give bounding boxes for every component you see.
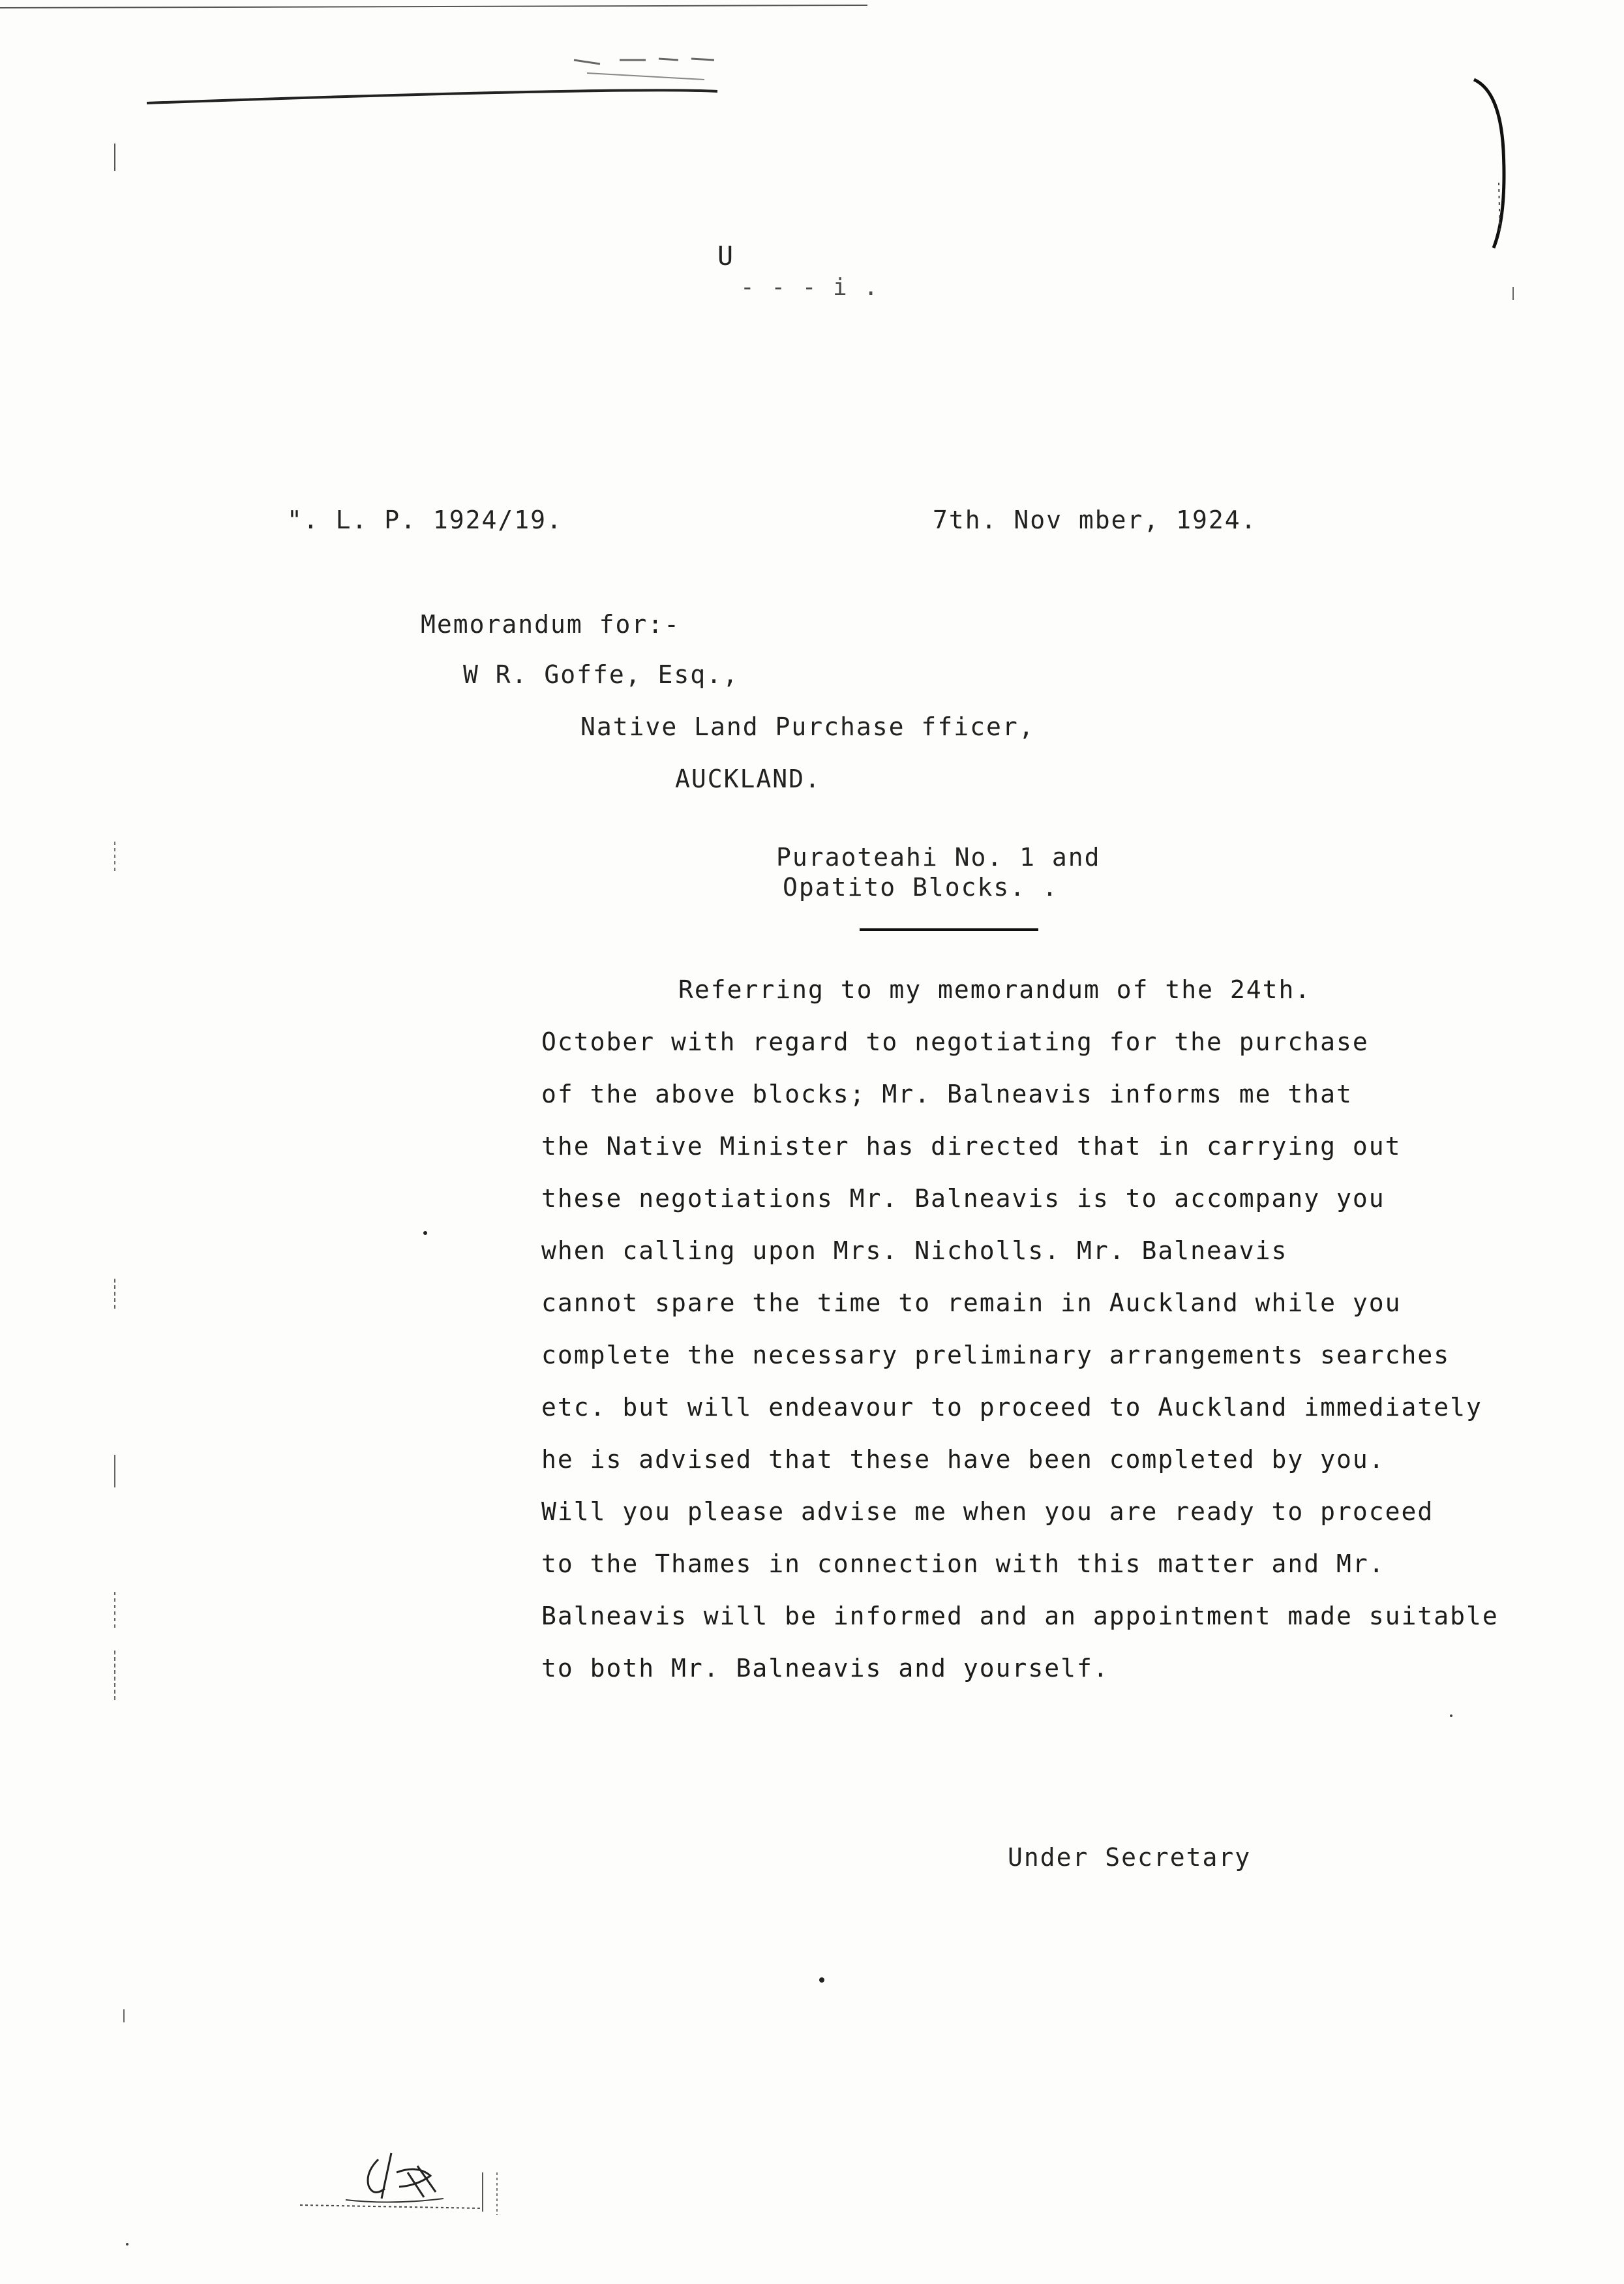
body-line: complete the necessary preliminary arrangements searches (541, 1341, 1451, 1369)
recipient-title: Native Land Purchase fficer, (580, 712, 1035, 741)
body-line: he is advised that these have been completed by you. (541, 1445, 1385, 1474)
memo-for-label: Memorandum for:- (421, 610, 681, 639)
body-line: of the above blocks; Mr. Balneavis informs me that (541, 1080, 1353, 1108)
header-top-mark: U (717, 241, 735, 271)
body-line: etc. but will endeavour to proceed to Auckland immediately (541, 1393, 1482, 1422)
file-reference: ". L. P. 1924/19. (287, 506, 563, 534)
body-line: October with regard to negotiating for the purchase (541, 1028, 1369, 1056)
body-line: Balneavis will be informed and an appointment made suitable (541, 1602, 1499, 1630)
subject-line-2: Opatito Blocks. . (783, 873, 1059, 902)
body-line: these negotiations Mr. Balneavis is to accompany you (541, 1184, 1385, 1213)
subject-line-1: Puraoteahi No. 1 and (776, 843, 1101, 872)
body-line: cannot spare the time to remain in Auckland while you (541, 1288, 1402, 1317)
body-line: Referring to my memorandum of the 24th. (678, 975, 1312, 1004)
signature-title: Under Secretary (1008, 1843, 1252, 1872)
body-line: to the Thames in connection with this matter and Mr. (541, 1549, 1385, 1578)
body-line: when calling upon Mrs. Nicholls. Mr. Balneavis (541, 1236, 1288, 1265)
recipient-name: W R. Goffe, Esq., (463, 660, 739, 689)
body-line: to both Mr. Balneavis and yourself. (541, 1654, 1109, 1683)
memo-date: 7th. Nov mber, 1924. (933, 506, 1257, 534)
body-line: the Native Minister has directed that in carrying out (541, 1132, 1402, 1161)
recipient-location: AUCKLAND. (675, 765, 821, 793)
body-line: Will you please advise me when you are ready to proceed (541, 1497, 1434, 1526)
header-sub-mark: - - - i . (740, 274, 880, 301)
